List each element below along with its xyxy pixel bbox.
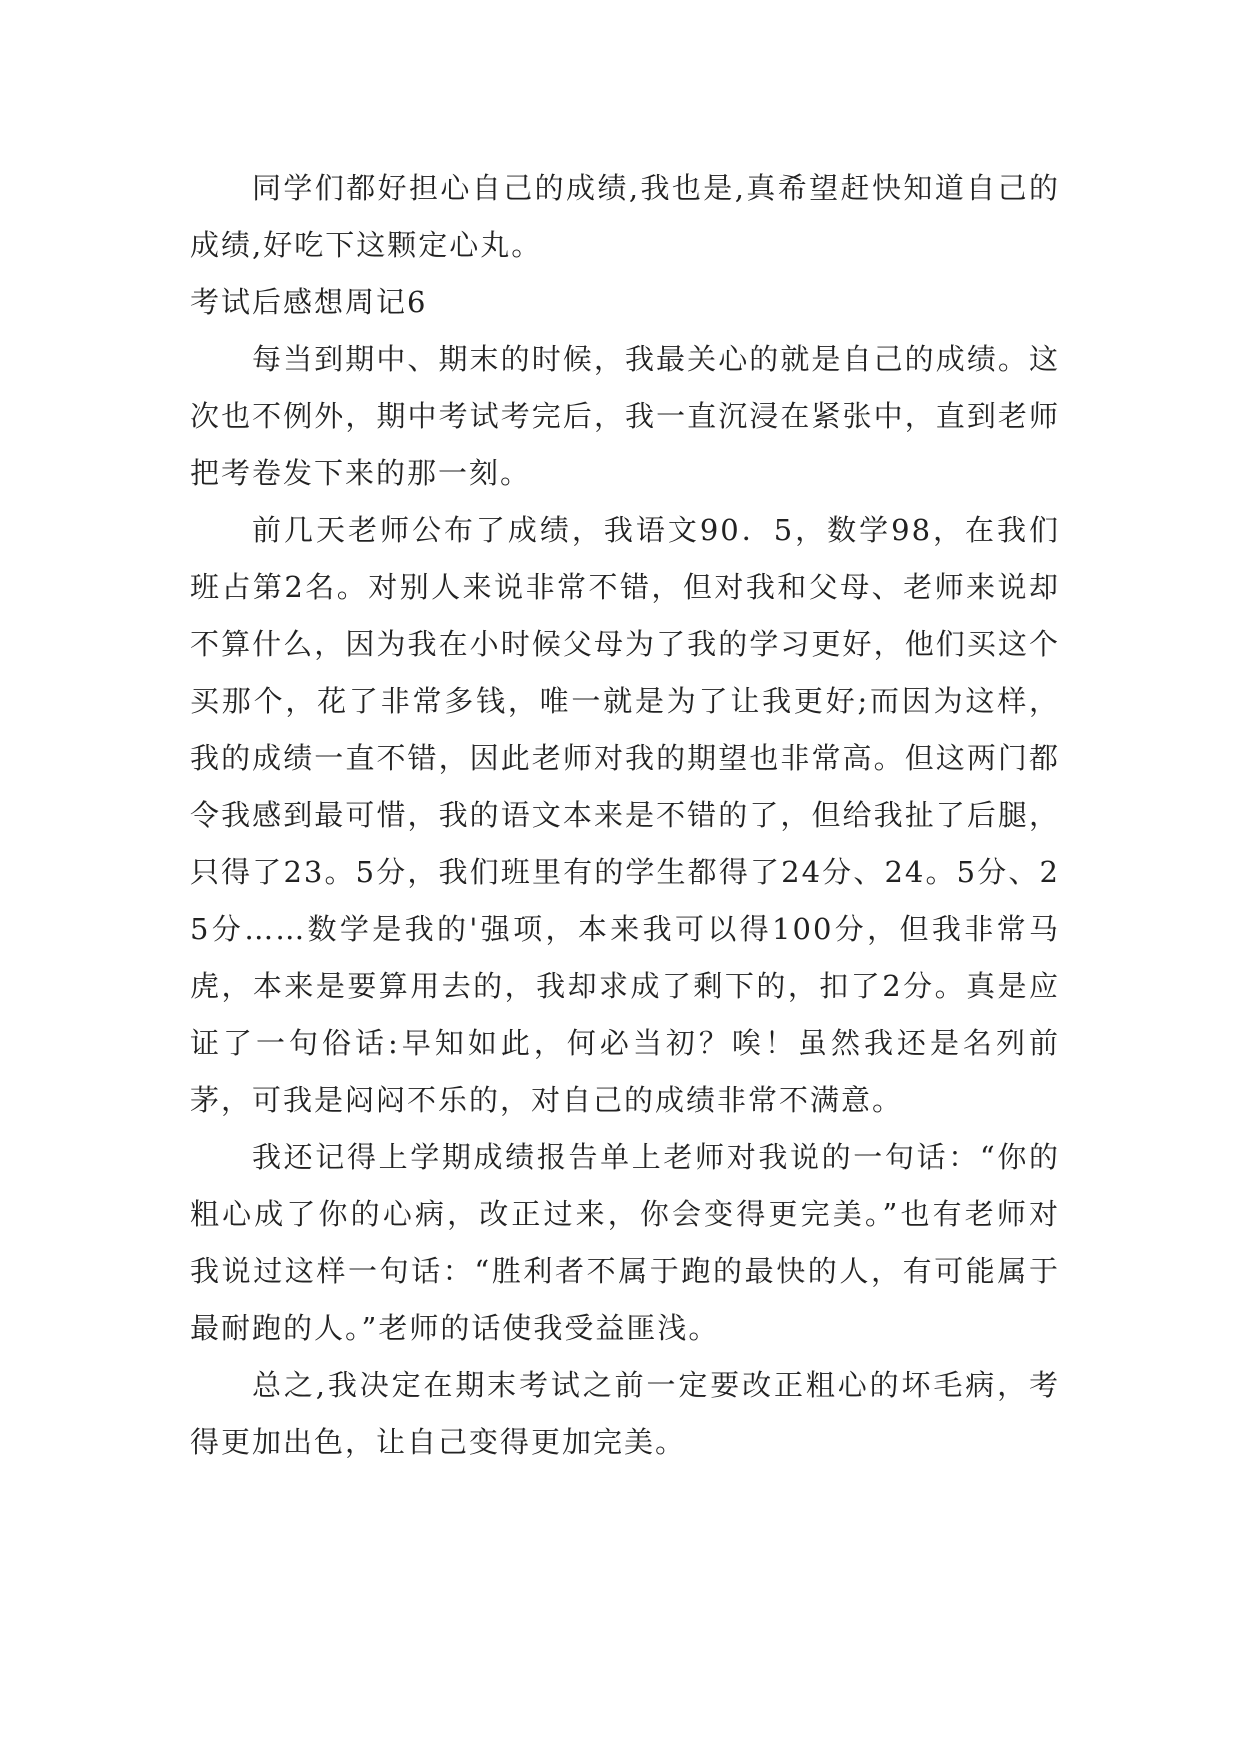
- document-page: [190, 160, 1060, 1471]
- intro-paragraph: 同学们都好担心自己的成绩,我也是,真希望赶快知道自己的成绩,好吃下这颗定心丸。: [190, 171, 1060, 262]
- body-paragraph-2: 前几天老师公布了成绩，我语文90．5，数学98，在我们班占第2名。对别人来说非常不错，但对我和父母、老师来说却不算什么，因为我在小时候父母为了我的学习更好，他们买这个买那个，花了非常多钱，唯一就是为了让我更好;而因为这样，我的成绩一直不错，因此老师对我的期望也非常高。但这两门都令我感到最可惜，我的语文本来是不错的了，但给我扯了后腿，只得了23。5分，我们班里有的学生都得了24分、24。5分、25分……数学是我的'强项，本来我可以得100分，但我非常马虎，本来是要算用去的，我却求成了剩下的，扣了2分。真是应证了一句俗话:早知如此，何必当初？唉！虽然我还是名列前茅，可我是闷闷不乐的，对自己的成绩非常不满意。: [190, 513, 1060, 1117]
- body-paragraph-3: 我还记得上学期成绩报告单上老师对我说的一句话：“你的粗心成了你的心病，改正过来，你会变得更完美。”也有老师对我说过这样一句话：“胜利者不属于跑的最快的人，有可能属于最耐跑的人。”老师的话使我受益匪浅。: [190, 1140, 1060, 1345]
- body-paragraph-4: 总之,我决定在期末考试之前一定要改正粗心的坏毛病，考得更加出色，让自己变得更加完美。: [190, 1368, 1060, 1459]
- section-title: 考试后感想周记6: [190, 285, 428, 319]
- body-paragraph-1: 每当到期中、期末的时候，我最关心的就是自己的成绩。这次也不例外，期中考试考完后，我一直沉浸在紧张中，直到老师把考卷发下来的那一刻。: [190, 342, 1060, 490]
